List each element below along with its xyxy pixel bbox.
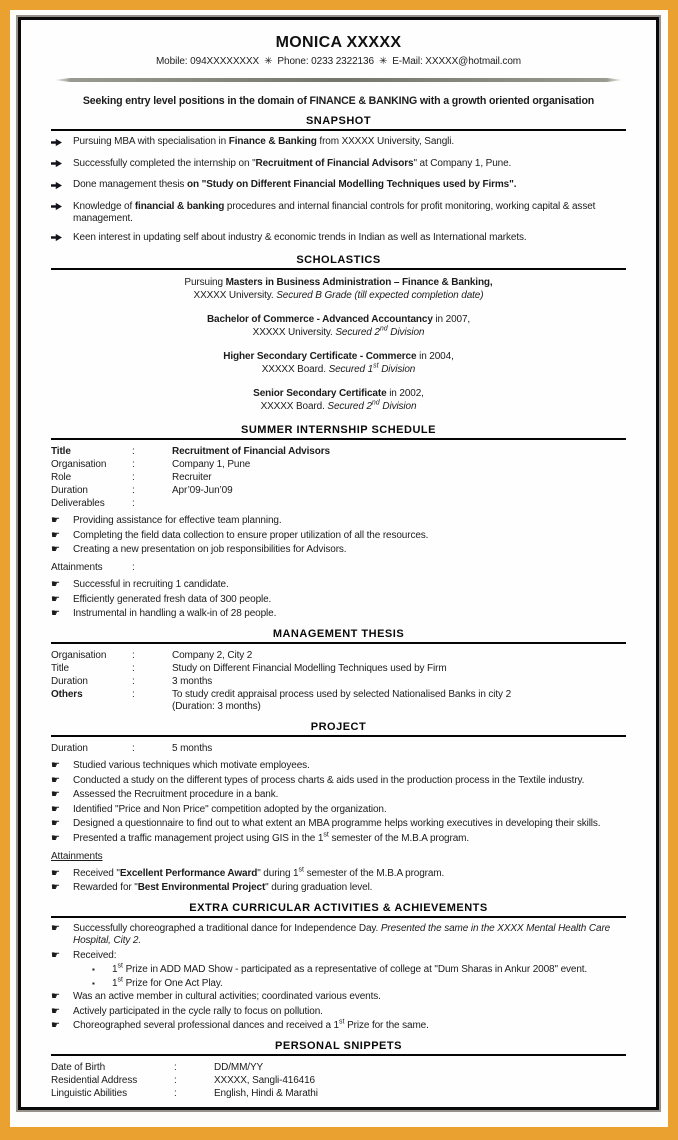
field-colon: : bbox=[132, 663, 135, 674]
attainments-label: Attainments bbox=[51, 850, 103, 862]
field-row bbox=[51, 562, 626, 574]
text-run: on "Study on Different Financial Modelling Techniques used by Firms". bbox=[186, 179, 517, 190]
bullet-item bbox=[51, 594, 626, 606]
text-run: Secured 2 bbox=[327, 401, 372, 412]
text-run: Was an active member in cultural activities; coordinated various events. bbox=[73, 991, 381, 1002]
field-colon: : bbox=[132, 498, 135, 509]
bullet-item bbox=[51, 608, 626, 620]
text-run: semester of the M.B.A program. bbox=[303, 867, 445, 879]
sub-bullet-text bbox=[112, 964, 626, 976]
education-degree-line bbox=[51, 350, 626, 363]
bullet-text bbox=[73, 594, 626, 606]
bullet-list bbox=[51, 760, 626, 845]
text-run: Prize for One Act Play. bbox=[122, 977, 223, 989]
text-run: " at Company 1, Pune. bbox=[413, 157, 512, 169]
education-detail-line bbox=[51, 400, 626, 413]
bullet-item bbox=[51, 882, 626, 894]
field-label: Organisation bbox=[51, 650, 107, 661]
text-run: st bbox=[339, 1018, 345, 1026]
bullet-text bbox=[73, 158, 626, 173]
field-label: Role bbox=[51, 472, 72, 483]
candidate-name: MONICA XXXXX bbox=[275, 34, 402, 51]
text-run: Pursuing bbox=[184, 277, 226, 288]
bullet-item bbox=[51, 179, 626, 194]
text-run: Bachelor of Commerce - Advanced Accountancy bbox=[206, 314, 433, 325]
text-run: 1 bbox=[112, 977, 118, 989]
text-run: Senior Secondary Certificate bbox=[253, 388, 387, 399]
field-colon: : bbox=[132, 689, 135, 700]
text-run: Rewarded for " bbox=[73, 882, 138, 893]
pointing-hand-bullet-icon: ☛ bbox=[51, 818, 60, 829]
text-run: Instrumental in handling a walk-in of 28 people. bbox=[73, 608, 277, 619]
bullet-text bbox=[73, 950, 626, 962]
text-run: Successfully completed the internship on " bbox=[73, 157, 256, 169]
text-run: Done management thesis bbox=[73, 179, 187, 190]
bullet-text bbox=[73, 991, 626, 1003]
field-value bbox=[172, 676, 626, 688]
text-run: English, Hindi & Marathi bbox=[214, 1088, 318, 1099]
text-run: st bbox=[373, 362, 379, 370]
text-run: in 2002, bbox=[386, 388, 424, 399]
pointing-hand-bullet-icon: ☛ bbox=[51, 803, 60, 815]
education-detail-line bbox=[51, 363, 626, 376]
field-row bbox=[51, 1075, 626, 1087]
sub-bullet-item bbox=[90, 964, 626, 976]
contact-phone: Phone: 0233 2322136 bbox=[277, 56, 374, 67]
arrow-bullet-icon bbox=[51, 138, 62, 147]
pointing-hand-bullet-icon: ☛ bbox=[51, 579, 60, 590]
text-run: from XXXXX University, Sangli. bbox=[316, 136, 455, 147]
bullet-item bbox=[51, 530, 626, 542]
bullet-item bbox=[51, 136, 626, 151]
bullet-text bbox=[73, 608, 626, 620]
bullet-text bbox=[73, 833, 626, 845]
bullet-item bbox=[51, 804, 626, 816]
bullet-list bbox=[51, 923, 626, 1032]
pointing-hand-bullet-icon: ☛ bbox=[51, 832, 60, 844]
section-extra bbox=[51, 902, 626, 1032]
text-run: Company 2, City 2 bbox=[172, 650, 253, 661]
text-run: Assessed the Recruitment procedure in a bank. bbox=[73, 789, 279, 800]
text-run: Completing the field data collection to ensure proper utilization of all the resources. bbox=[73, 529, 429, 541]
education-degree-line bbox=[51, 387, 626, 400]
field-colon: : bbox=[174, 1075, 177, 1086]
pointing-hand-bullet-icon: ☛ bbox=[51, 1005, 60, 1017]
field-row bbox=[51, 1088, 626, 1100]
field-colon: : bbox=[174, 1062, 177, 1073]
text-run: " during graduation level. bbox=[265, 882, 373, 893]
bullet-item bbox=[51, 760, 626, 772]
text-run: Successful in recruiting 1 candidate. bbox=[73, 579, 229, 590]
text-run: Higher Secondary Certificate - Commerce bbox=[223, 351, 417, 362]
sub-bullet-text bbox=[112, 978, 626, 990]
bullet-item bbox=[51, 1006, 626, 1018]
text-run: XXXXX, Sangli-416416 bbox=[214, 1075, 316, 1086]
bullet-list bbox=[51, 515, 626, 556]
resume-header bbox=[51, 34, 626, 107]
field-row bbox=[51, 1062, 626, 1074]
bullet-text bbox=[73, 804, 626, 816]
text-run: Secured 2 bbox=[335, 327, 380, 338]
field-value bbox=[172, 689, 626, 713]
text-run: Creating a new presentation on job responsibilities for Advisors. bbox=[73, 544, 347, 555]
text-run: Pursuing MBA with specialisation in bbox=[73, 136, 229, 147]
field-value bbox=[214, 1075, 626, 1087]
bullet-text bbox=[73, 579, 626, 591]
education-detail-line bbox=[51, 289, 626, 302]
bullet-text bbox=[73, 179, 626, 194]
field-label: Date of Birth bbox=[51, 1062, 106, 1073]
field-value bbox=[172, 446, 626, 458]
text-run: Actively participated in the cycle rally to focus on pollution. bbox=[73, 1005, 323, 1017]
field-row bbox=[51, 472, 626, 484]
bullet-item bbox=[51, 515, 626, 527]
field-label: Residential Address bbox=[51, 1075, 138, 1086]
education-entry bbox=[51, 313, 626, 339]
field-label: Others bbox=[51, 689, 83, 700]
text-run: Choreographed several professional dances and received a 1 bbox=[73, 1020, 339, 1031]
field-value bbox=[172, 498, 626, 510]
education-list bbox=[51, 276, 626, 413]
field-row bbox=[51, 459, 626, 471]
text-run: Successfully choreographed a traditional dance for Independence Day. bbox=[73, 923, 381, 934]
bullet-item bbox=[51, 991, 626, 1003]
text-run: Study on Different Financial Modelling Techniques used by Firm bbox=[172, 663, 447, 674]
text-run: in 2007, bbox=[432, 314, 471, 325]
text-run: Finance & Banking bbox=[228, 136, 317, 147]
arrow-bullet-icon bbox=[51, 159, 62, 168]
bullet-item bbox=[51, 833, 626, 845]
text-run: XXXXX University. bbox=[252, 327, 336, 338]
field-row bbox=[51, 676, 626, 688]
text-run: in 2004, bbox=[416, 351, 454, 362]
section-title: EXTRA CURRICULAR ACTIVITIES & ACHIEVEMENTS bbox=[51, 902, 626, 918]
text-run: Conducted a study on the different types of process charts & aids used in the production process in the Textile industry. bbox=[73, 774, 585, 786]
field-label: Attainments bbox=[51, 562, 103, 573]
field-label: Linguistic Abilities bbox=[51, 1088, 127, 1099]
education-entry bbox=[51, 387, 626, 413]
text-run: XXXXX Board. bbox=[260, 401, 328, 412]
arrow-bullet-icon bbox=[51, 201, 73, 225]
education-detail-line bbox=[51, 326, 626, 339]
text-run: Received " bbox=[73, 867, 120, 879]
text-run: Keen interest in updating self about industry & economic trends in Indian as well as International markets. bbox=[73, 231, 527, 243]
text-run: Recruitment of Financial Advisors bbox=[172, 446, 330, 457]
text-run: Masters in Business Administration – Finance & Banking, bbox=[225, 277, 493, 288]
bullet-item bbox=[51, 201, 626, 225]
text-run: 3 months bbox=[172, 676, 213, 687]
text-run: (Duration: 3 months) bbox=[172, 701, 261, 712]
bullet-list bbox=[51, 868, 626, 895]
text-run: Secured 1 bbox=[328, 364, 374, 375]
text-run: st bbox=[298, 866, 304, 874]
text-run: Efficiently generated fresh data of 300 people. bbox=[73, 593, 272, 605]
text-run: 1 bbox=[112, 964, 118, 975]
section-title: SCHOLASTICS bbox=[51, 254, 626, 270]
sections-container bbox=[51, 115, 626, 1100]
field-colon: : bbox=[132, 562, 135, 573]
field-value bbox=[172, 472, 626, 484]
objective-line: Seeking entry level positions in the domain of FINANCE & BANKING with a growth oriented organisation bbox=[82, 95, 595, 107]
contact-email: E-Mail: XXXXX@hotmail.com bbox=[392, 56, 522, 67]
section-snapshot bbox=[51, 115, 626, 246]
field-row bbox=[51, 663, 626, 675]
bullet-item bbox=[51, 923, 626, 947]
header-divider bbox=[53, 78, 624, 82]
section-title: PERSONAL SNIPPETS bbox=[51, 1040, 626, 1056]
text-run: Recruiter bbox=[172, 472, 212, 483]
bullet-text bbox=[73, 136, 626, 151]
text-run: Best Environmental Project bbox=[137, 882, 266, 893]
text-run: Secured B Grade (till expected completion date) bbox=[276, 290, 484, 301]
text-run: Studied various techniques which motivate employees. bbox=[73, 760, 310, 771]
text-run: Received: bbox=[73, 949, 117, 961]
pointing-hand-bullet-icon: ☛ bbox=[51, 608, 60, 619]
bullet-item bbox=[51, 579, 626, 591]
text-run: financial & banking bbox=[134, 200, 225, 212]
bullet-list bbox=[51, 136, 626, 246]
bullet-item bbox=[51, 818, 626, 830]
arrow-bullet-icon bbox=[51, 179, 73, 194]
pointing-hand-bullet-icon: ☛ bbox=[51, 882, 60, 893]
field-row bbox=[51, 446, 626, 458]
text-run: st bbox=[117, 962, 123, 970]
text-run: XXXXX University. bbox=[193, 290, 277, 301]
bullet-text bbox=[73, 1020, 626, 1032]
bullet-text bbox=[73, 760, 626, 772]
education-degree-line bbox=[51, 276, 626, 289]
field-colon: : bbox=[132, 743, 135, 754]
field-table bbox=[51, 562, 626, 574]
education-entry bbox=[51, 350, 626, 376]
pointing-hand-bullet-icon: ☛ bbox=[51, 515, 60, 526]
bullet-text bbox=[73, 1006, 626, 1018]
field-value bbox=[172, 459, 626, 471]
field-value bbox=[172, 650, 626, 662]
section-scholastics bbox=[51, 254, 626, 413]
pointing-hand-bullet-icon: ☛ bbox=[51, 1020, 60, 1031]
pointing-hand-bullet-icon: ☛ bbox=[51, 949, 60, 961]
text-run: Division bbox=[387, 327, 425, 338]
pointing-hand-bullet-icon: ☛ bbox=[51, 789, 60, 800]
asterisk-separator-icon: ✳ bbox=[264, 56, 273, 67]
text-run: semester of the M.B.A program. bbox=[328, 832, 470, 844]
text-run: Presented a traffic management project using GIS in the 1 bbox=[73, 832, 324, 844]
arrow-bullet-icon bbox=[51, 158, 73, 173]
arrow-bullet-icon bbox=[51, 233, 62, 242]
field-colon: : bbox=[132, 676, 135, 687]
text-run: 5 months bbox=[172, 743, 213, 754]
field-value bbox=[214, 1088, 626, 1100]
bullet-item bbox=[51, 789, 626, 801]
bullet-text bbox=[73, 530, 626, 542]
sub-bullet-item bbox=[90, 978, 626, 990]
field-label: Deliverables bbox=[51, 498, 105, 509]
field-row bbox=[51, 689, 626, 713]
text-run: Prize in ADD MAD Show - participated as a representative of college at "Dum Sharas in Ankur 2008" event. bbox=[122, 964, 588, 975]
bullet-text bbox=[73, 775, 626, 787]
field-value bbox=[172, 562, 626, 574]
text-run: Knowledge of bbox=[73, 200, 135, 212]
arrow-bullet-icon bbox=[51, 136, 73, 151]
arrow-bullet-icon bbox=[51, 181, 62, 190]
bullet-item bbox=[51, 1020, 626, 1032]
text-run: Apr’09-Jun’09 bbox=[172, 485, 233, 496]
field-colon: : bbox=[132, 472, 135, 483]
field-table bbox=[51, 650, 626, 713]
field-label: Title bbox=[51, 446, 71, 457]
text-run: Prize for the same. bbox=[344, 1020, 429, 1031]
text-run: nd bbox=[371, 399, 380, 407]
arrow-bullet-icon bbox=[51, 232, 73, 247]
bullet-text bbox=[73, 868, 626, 880]
field-row bbox=[51, 650, 626, 662]
pointing-hand-bullet-icon: ☛ bbox=[51, 991, 60, 1002]
text-run: " during 1 bbox=[257, 867, 299, 879]
text-run: Providing assistance for effective team planning. bbox=[73, 515, 282, 526]
section-internship bbox=[51, 424, 626, 620]
section-title: PROJECT bbox=[51, 721, 626, 737]
text-run: Presented the same in the XXXX Mental Health Care Hospital, City 2. bbox=[73, 923, 611, 946]
field-colon: : bbox=[132, 650, 135, 661]
field-value bbox=[172, 743, 626, 755]
bullet-text bbox=[73, 818, 626, 830]
field-label: Duration bbox=[51, 485, 88, 496]
field-label: Organisation bbox=[51, 459, 107, 470]
text-run: To study credit appraisal process used by selected Nationalised Banks in city 2 bbox=[172, 689, 512, 700]
section-thesis bbox=[51, 628, 626, 713]
resume-frame bbox=[18, 17, 659, 1110]
sub-bullet-list bbox=[90, 964, 626, 990]
bullet-text bbox=[73, 201, 626, 225]
bullet-list bbox=[51, 579, 626, 620]
bullet-text bbox=[73, 515, 626, 527]
paper-margin bbox=[10, 10, 668, 1127]
text-run: Company 1, Pune bbox=[172, 459, 251, 470]
bullet-item bbox=[51, 775, 626, 787]
field-label: Duration bbox=[51, 676, 88, 687]
square-bullet-icon: ▪ bbox=[92, 965, 95, 974]
pointing-hand-bullet-icon: ☛ bbox=[51, 867, 60, 879]
field-value bbox=[172, 663, 626, 675]
text-run: DD/MM/YY bbox=[214, 1062, 264, 1073]
field-row bbox=[51, 485, 626, 497]
pointing-hand-bullet-icon: ☛ bbox=[51, 544, 60, 555]
field-colon: : bbox=[174, 1088, 177, 1099]
text-run: st bbox=[117, 976, 123, 984]
text-run: Designed a questionnaire to find out to what extent an MBA programme helps working executives in developing their skills. bbox=[73, 818, 601, 829]
education-degree-line bbox=[51, 313, 626, 326]
education-entry bbox=[51, 276, 626, 302]
arrow-bullet-icon bbox=[51, 202, 62, 211]
bullet-item bbox=[51, 868, 626, 880]
square-bullet-icon: ▪ bbox=[92, 978, 95, 988]
field-table bbox=[51, 743, 626, 755]
text-run: Excellent Performance Award bbox=[119, 867, 258, 879]
bullet-item bbox=[51, 232, 626, 247]
pointing-hand-bullet-icon: ☛ bbox=[51, 760, 60, 771]
section-title: SUMMER INTERNSHIP SCHEDULE bbox=[51, 424, 626, 440]
text-run: st bbox=[323, 831, 329, 839]
text-run: Division bbox=[378, 364, 416, 375]
text-run: Division bbox=[379, 401, 417, 412]
field-colon: : bbox=[132, 459, 135, 470]
field-colon: : bbox=[132, 446, 135, 457]
field-row bbox=[51, 743, 626, 755]
bullet-item bbox=[51, 950, 626, 962]
section-title: SNAPSHOT bbox=[51, 115, 626, 131]
field-value bbox=[172, 485, 626, 497]
bullet-text bbox=[73, 232, 626, 247]
bullet-text bbox=[73, 923, 626, 947]
pointing-hand-bullet-icon: ☛ bbox=[51, 774, 60, 786]
section-project bbox=[51, 721, 626, 894]
contact-mobile: Mobile: 094XXXXXXXX bbox=[155, 56, 260, 67]
bullet-text bbox=[73, 882, 626, 894]
asterisk-separator-icon: ✳ bbox=[378, 56, 388, 67]
field-row bbox=[51, 498, 626, 510]
text-run: Identified "Price and Non Price" competition adopted by the organization. bbox=[73, 803, 387, 815]
field-table bbox=[51, 446, 626, 510]
pointing-hand-bullet-icon: ☛ bbox=[51, 923, 60, 934]
field-value bbox=[214, 1062, 626, 1074]
field-table bbox=[51, 1062, 626, 1100]
field-label: Title bbox=[51, 663, 69, 674]
bullet-text bbox=[73, 789, 626, 801]
text-run: nd bbox=[379, 325, 388, 333]
text-run: Recruitment of Financial Advisors bbox=[255, 157, 414, 169]
pointing-hand-bullet-icon: ☛ bbox=[51, 529, 60, 541]
bullet-text bbox=[73, 544, 626, 556]
contact-line bbox=[51, 56, 626, 67]
text-run: procedures and internal financial controls for profit monitoring, working capital & asset management. bbox=[73, 200, 596, 224]
bullet-item bbox=[51, 544, 626, 556]
section-personal bbox=[51, 1040, 626, 1100]
bullet-item bbox=[51, 158, 626, 173]
field-colon: : bbox=[132, 485, 135, 496]
text-run: XXXXX Board. bbox=[261, 364, 329, 375]
field-label: Duration bbox=[51, 743, 88, 754]
pointing-hand-bullet-icon: ☛ bbox=[51, 593, 60, 605]
section-title: MANAGEMENT THESIS bbox=[51, 628, 626, 644]
